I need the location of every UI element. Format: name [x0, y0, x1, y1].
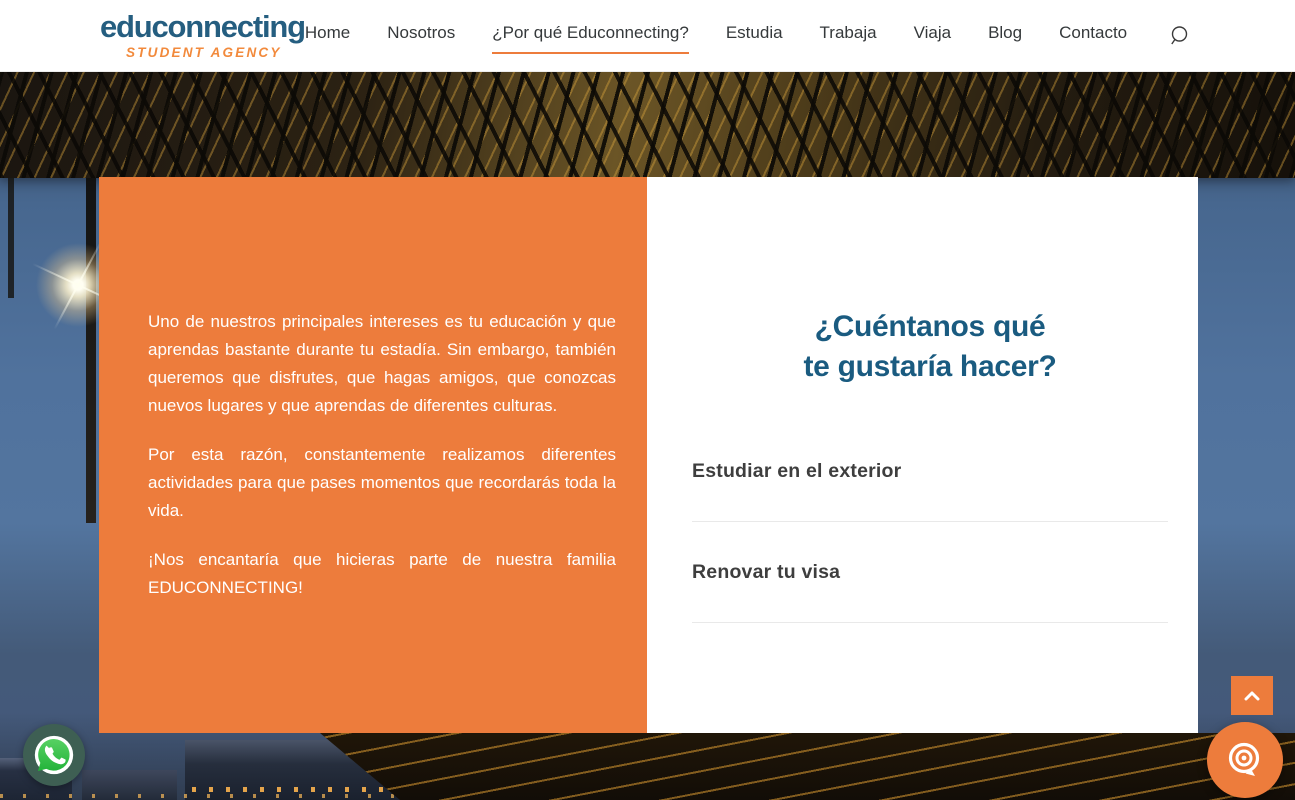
building-lights	[192, 787, 412, 792]
scroll-to-top-button[interactable]	[1231, 676, 1273, 715]
accordion-title: Estudiar en el exterior	[692, 460, 902, 482]
content-card	[99, 177, 1198, 733]
chat-widget-button[interactable]	[1207, 722, 1283, 798]
accordion-item-estudiar[interactable]	[692, 459, 1168, 522]
whatsapp-chat-button[interactable]	[23, 724, 85, 786]
heading-line-2: te gustaría hacer?	[803, 350, 1057, 383]
nav-item-trabaja[interactable]: Trabaja	[819, 23, 877, 42]
search-button[interactable]	[1170, 25, 1192, 47]
chat-bubble-target-icon	[1223, 738, 1267, 782]
intro-paragraph: ¡Nos encantaría que hicieras parte de nuestra familia EDUCONNECTING!	[148, 550, 616, 597]
bridge-deck-photo	[295, 733, 1295, 800]
bridge-cable	[8, 178, 14, 298]
site-header	[0, 0, 1295, 72]
nav-item-blog[interactable]: Blog	[988, 23, 1023, 42]
intro-paragraph: Uno de nuestros principales intereses es tu educación y que aprendas bastante durante tu estadía. Sin embargo, también queremos que disfrutes, que hagas amigos, que conozcas nuevos lugares y que aprendas de diferentes culturas.	[148, 312, 616, 415]
logo-tagline: STUDENT AGENCY	[126, 45, 282, 60]
nav-item-viaja[interactable]: Viaja	[913, 23, 952, 42]
site-logo[interactable]	[100, 11, 305, 60]
whatsapp-icon	[34, 735, 74, 775]
section-heading	[692, 307, 1168, 387]
options-panel	[647, 177, 1198, 733]
nav-item-home[interactable]: Home	[304, 23, 351, 42]
intro-paragraph: Por esta razón, constantemente realizamos diferentes actividades para que pases momentos que recordarás toda la vida.	[148, 445, 616, 520]
accordion-item-renovar-visa[interactable]	[692, 560, 1168, 623]
heading-line-1: ¿Cuéntanos qué	[814, 310, 1046, 343]
nav-item-contacto[interactable]: Contacto	[1059, 23, 1128, 42]
bridge-structure-photo	[0, 72, 1295, 178]
accordion-title: Renovar tu visa	[692, 561, 841, 583]
nav-item-estudia[interactable]: Estudia	[725, 23, 783, 42]
search-icon	[1170, 25, 1192, 47]
main-navigation	[305, 17, 1192, 54]
options-accordion	[692, 459, 1168, 623]
nav-item-nosotros[interactable]: Nosotros	[387, 23, 456, 42]
chevron-up-icon	[1244, 690, 1260, 702]
nav-item-por-que-educonnecting[interactable]: ¿Por qué Educonnecting?	[492, 17, 689, 54]
logo-wordmark: educonnecting	[100, 9, 305, 44]
intro-text-panel	[99, 177, 647, 733]
